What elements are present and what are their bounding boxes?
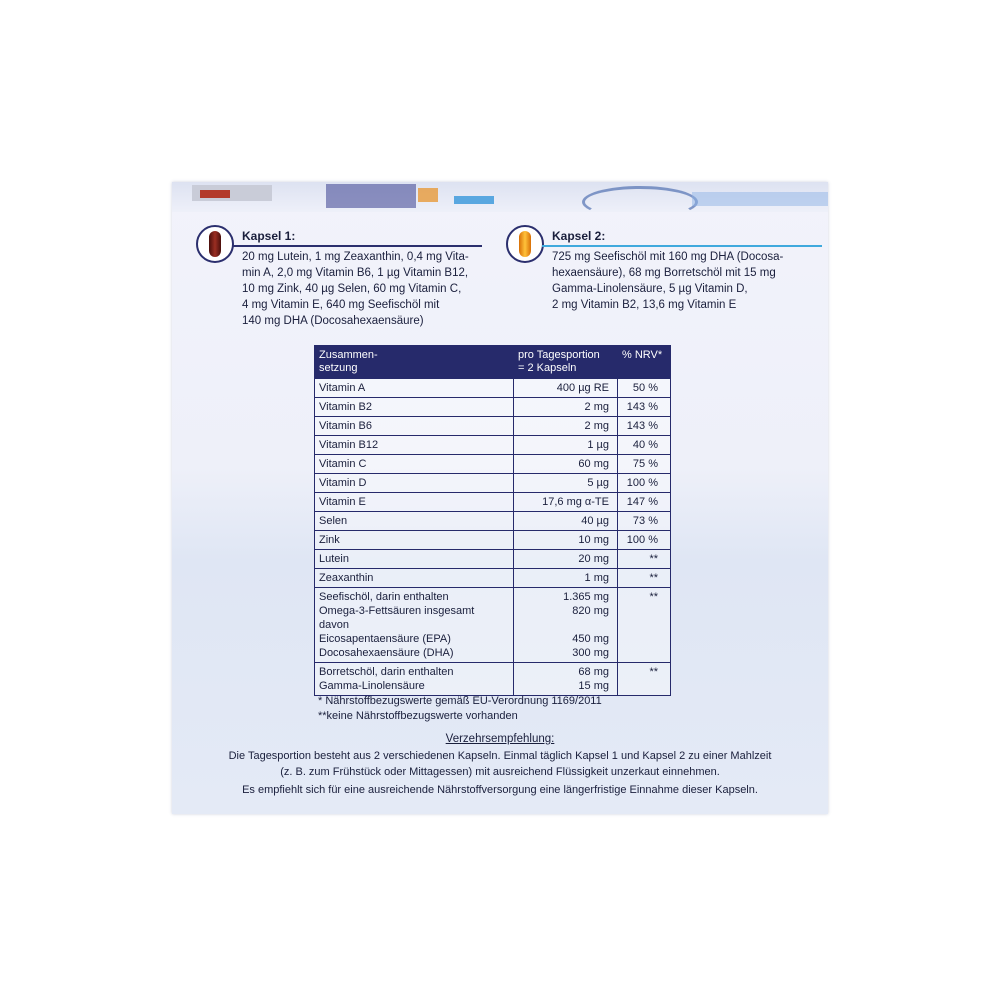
table-row [315,436,671,455]
nutrient-amount: 2 mg [514,417,618,436]
header-daily-portion: pro Tagesportion = 2 Kapseln [514,346,618,379]
nutrient-name: Selen [315,512,514,531]
nutrition-table [314,345,671,696]
nutrient-name: Lutein [315,550,514,569]
nutrient-amount: 17,6 mg α-TE [514,493,618,512]
nutrient-amount: 20 mg [514,550,618,569]
package-top-strip [172,182,828,212]
capsule-2-text: 725 mg Seefischöl mit 160 mg DHA (Docosa- hexaensäure), 68 mg Borretschöl mit 15 mg Gamma-Linolensäure, 5 µg Vitamin D, 2 mg Vitamin B2, 13,6 mg Vitamin E [552,251,784,311]
footnote-nrv: * Nährstoffbezugswerte gemäß EU-Verordnung 1169/2011 [318,695,602,707]
nutrient-amount: 2 mg [514,398,618,417]
nutrient-nrv: ** [618,569,671,588]
nutrient-amount: 40 µg [514,512,618,531]
nutrient-nrv: 50 % [618,379,671,398]
nutrient-nrv: ** [618,550,671,569]
nutrient-nrv: 100 % [618,531,671,550]
table-row [315,569,671,588]
table-row [315,588,671,663]
nutrient-amount: 10 mg [514,531,618,550]
nutrient-name: Vitamin C [315,455,514,474]
recommendation-line-1: Die Tagesportion besteht aus 2 verschiedenen Kapseln. Einmal täglich Kapsel 1 und Kapsel 2 zu einer Mahlzeit [228,750,772,762]
table-row [315,379,671,398]
nutrient-name: Vitamin A [315,379,514,398]
table-row [315,531,671,550]
package-back [172,182,828,814]
recommendation-title: Verzehrsempfehlung: [445,733,555,745]
nutrient-name: Zink [315,531,514,550]
capsule-2-icon [506,225,544,263]
nutrient-amount: 5 µg [514,474,618,493]
capsule-1-title: Kapsel 1: [242,229,296,243]
nutrient-nrv: 147 % [618,493,671,512]
footnotes [318,694,602,724]
capsule-2-divider [542,245,822,247]
nutrient-nrv: 143 % [618,398,671,417]
nutrient-nrv: 73 % [618,512,671,531]
table-row [315,398,671,417]
nutrient-name: Zeaxanthin [315,569,514,588]
header-composition: Zusammen- setzung [315,346,514,379]
table-row [315,550,671,569]
nutrient-nrv: 40 % [618,436,671,455]
table-row [315,493,671,512]
footnote-no-nrv: **keine Nährstoffbezugswerte vorhanden [318,710,518,722]
nutrient-name: Seefischöl, darin enthalten Omega-3-Fettsäuren insgesamt davon Eicosapentaensäure (EPA) Docosahexaensäure (DHA) [315,588,514,663]
table-header-row [315,346,671,379]
nutrient-nrv: 100 % [618,474,671,493]
nutrient-name: Vitamin B12 [315,436,514,455]
table-row [315,663,671,696]
nutrient-amount: 400 µg RE [514,379,618,398]
nutrient-name: Borretschöl, darin enthalten Gamma-Linolensäure [315,663,514,696]
recommendation-line-3: Es empfiehlt sich für eine ausreichende Nährstoffversorgung eine längerfristige Einnahme dieser Kapseln. [242,784,758,796]
table-row [315,474,671,493]
capsule-1-text: 20 mg Lutein, 1 mg Zeaxanthin, 0,4 mg Vita- min A, 2,0 mg Vitamin B6, 1 µg Vitamin B12, 10 mg Zink, 40 µg Selen, 60 mg Vitamin C, 4 mg Vitamin E, 640 mg Seefischöl mit 140 mg DHA (Docosahexaensäure) [242,251,469,327]
nutrient-name: Vitamin B2 [315,398,514,417]
table-row [315,417,671,436]
capsule-2-title: Kapsel 2: [552,229,606,243]
capsule-1-icon [196,225,234,263]
nutrient-amount: 68 mg 15 mg [514,663,618,696]
nutrient-amount: 1 mg [514,569,618,588]
nutrient-name: Vitamin E [315,493,514,512]
nutrient-nrv: 143 % [618,417,671,436]
nutrient-amount: 1.365 mg 820 mg 450 mg 300 mg [514,588,618,663]
header-nrv: % NRV* [618,346,671,379]
nutrient-amount: 60 mg [514,455,618,474]
nutrient-name: Vitamin D [315,474,514,493]
table-row [315,455,671,474]
nutrient-nrv: 75 % [618,455,671,474]
capsule-1-divider [232,245,482,247]
nutrient-nrv: ** [618,588,671,663]
table-row [315,512,671,531]
nutrient-name: Vitamin B6 [315,417,514,436]
nutrient-nrv: ** [618,663,671,696]
recommendation-line-2: (z. B. zum Frühstück oder Mittagessen) mit ausreichend Flüssigkeit unzerkaut einnehmen. [280,766,720,778]
nutrient-amount: 1 µg [514,436,618,455]
